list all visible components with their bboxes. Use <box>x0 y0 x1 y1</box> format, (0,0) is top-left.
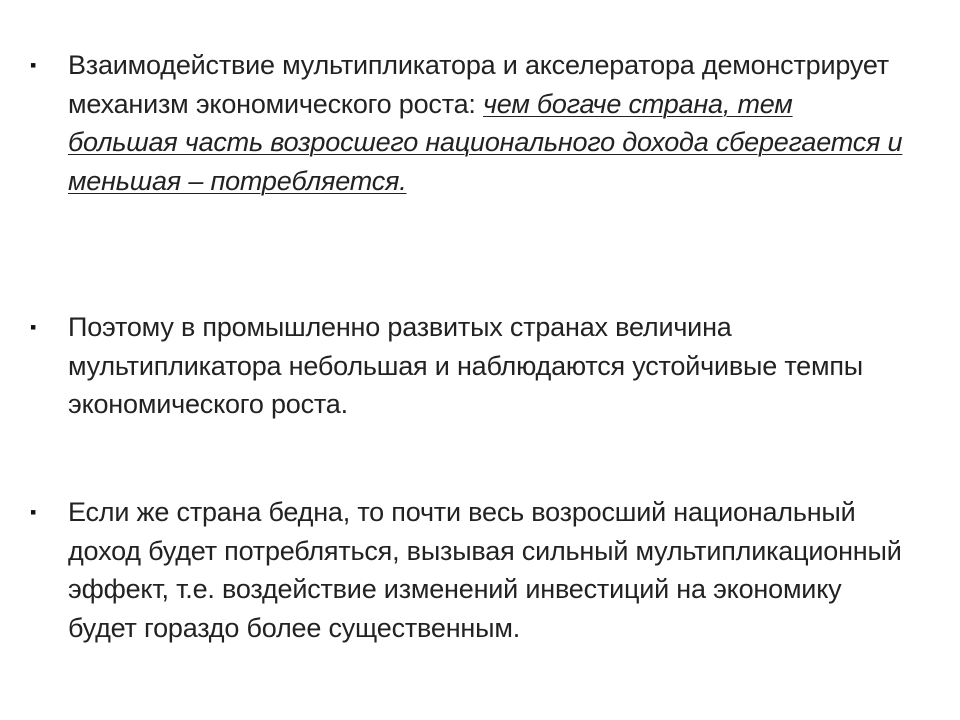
bullet-item-developed-countries <box>28 308 908 424</box>
bullet-item-poor-countries <box>28 493 908 647</box>
square-bullet-icon: ▪ <box>30 502 37 522</box>
bullet-text-emphasis: чем богаче страна, тем большая часть возросшего национального дохода сберегается и меньшая – потребляется. <box>68 88 903 196</box>
bullet-item-multiplier-accelerator <box>28 46 908 200</box>
square-bullet-icon: ▪ <box>30 55 37 75</box>
square-bullet-icon: ▪ <box>30 317 37 337</box>
bullet-text: Поэтому в промышленно развитых странах величина мультипликатора небольшая и наблюдаются устойчивые темпы экономического роста. <box>68 312 863 419</box>
bullet-text <box>68 46 908 200</box>
bullet-text-plain: Взаимодействие мультипликатора и акселератора демонстрирует механизм экономического роста: <box>68 50 889 119</box>
bullet-text: Если же страна бедна, то почти весь возросший национальный доход будет потребляться, вызывая сильный мультипликационный эффект, т.е. воздействие изменений инвестиций на экономику будет гораздо более существенным. <box>68 497 902 643</box>
